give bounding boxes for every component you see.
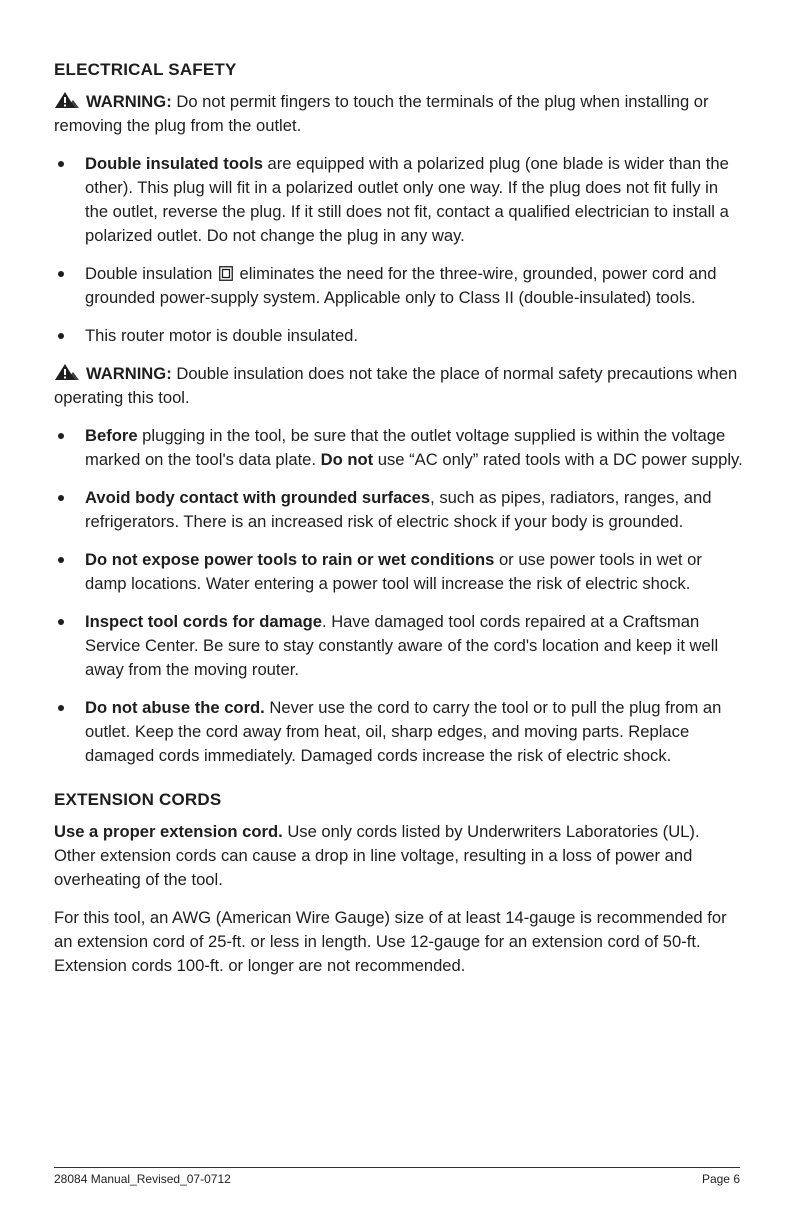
paragraph <box>54 820 744 892</box>
list-item <box>54 696 744 768</box>
section-heading-electrical-safety: ELECTRICAL SAFETY <box>54 60 237 79</box>
bullet-icon <box>58 619 64 625</box>
page-footer <box>54 1167 740 1186</box>
warning-paragraph-2 <box>54 362 744 410</box>
warning-label: WARNING: <box>86 92 172 111</box>
warning-triangle-icon <box>54 91 80 109</box>
bullet-text: . Have damaged tool cords repaired at a Craftsman Service Center. Be sure to stay constantly aware of the cord's location and keep it well away from the moving router. <box>85 612 719 679</box>
extension-cords-section <box>54 788 744 978</box>
bullet-text: This router motor is double insulated. <box>85 326 359 345</box>
bullet-list-2 <box>54 424 744 768</box>
warning-label: WARNING: <box>86 364 172 383</box>
page-number: Page 6 <box>701 1172 740 1186</box>
double-insulation-icon <box>219 266 233 281</box>
manual-page <box>54 58 744 992</box>
paragraph-bold: Use a proper extension cord. <box>54 822 283 841</box>
list-item <box>54 324 744 348</box>
bullet-icon <box>58 495 64 501</box>
bullet-text: , such as pipes, radiators, ranges, and refrigerators. There is an increased risk of electric shock if your body is grounded. <box>85 488 712 531</box>
bullet-icon <box>58 161 64 167</box>
bullet-bold: Do not expose power tools to rain or wet conditions <box>85 550 495 569</box>
list-item <box>54 610 744 682</box>
section-heading-extension-cords: EXTENSION CORDS <box>54 790 222 809</box>
list-item <box>54 262 744 310</box>
list-item <box>54 486 744 534</box>
warning-text: Do not permit fingers to touch the terminals of the plug when installing or removing the plug from the outlet. <box>54 92 709 135</box>
bullet-text: plugging in the tool, be sure that the outlet voltage supplied is within the voltage marked on the tool's data plate. <box>85 426 726 469</box>
bullet-icon <box>58 557 64 563</box>
bullet-bold: Do not abuse the cord. <box>85 698 265 717</box>
bullet-bold: Avoid body contact with grounded surfaces <box>85 488 431 507</box>
bullet-text: or use power tools in wet or damp locations. Water entering a power tool will increase the risk of electric shock. <box>85 550 702 593</box>
bullet-icon <box>58 705 64 711</box>
paragraph: For this tool, an AWG (American Wire Gauge) size of at least 14-gauge is recommended for an extension cord of 25-ft. or less in length. Use 12-gauge for an extension cord of 50-ft. Extension cords 100-ft. or longer are not recommended. <box>54 908 727 975</box>
bullet-bold: Do not <box>320 450 374 469</box>
bullet-icon <box>58 271 64 277</box>
warning-paragraph-1 <box>54 90 744 138</box>
bullet-list-1 <box>54 152 744 348</box>
paragraph-text: Use only cords listed by Underwriters Laboratories (UL). Other extension cords can cause a drop in line voltage, resulting in a loss of power and overheating of the tool. <box>54 822 700 889</box>
list-item <box>54 152 744 248</box>
list-item <box>54 424 744 472</box>
bullet-icon <box>58 433 64 439</box>
bullet-bold: Before <box>85 426 138 445</box>
warning-text: Double insulation does not take the place of normal safety precautions when operating this tool. <box>54 364 738 407</box>
bullet-bold: Inspect tool cords for damage <box>85 612 322 631</box>
bullet-text: eliminates the need for the three-wire, grounded, power cord and grounded power-supply system. Applicable only to Class II (double-insulated) tools. <box>85 264 717 307</box>
bullet-icon <box>58 333 64 339</box>
document-id: 28084 Manual_Revised_07-0712 <box>54 1172 231 1186</box>
bullet-bold: Double insulated tools <box>85 154 263 173</box>
bullet-text: Never use the cord to carry the tool or to pull the plug from an outlet. Keep the cord away from heat, oil, sharp edges, and moving parts. Replace damaged cords immediately. Damaged cords increase the risk of electric shock. <box>85 698 722 765</box>
bullet-text: Double insulation <box>85 264 217 283</box>
bullet-text: are equipped with a polarized plug (one blade is wider than the other). This plug will fit in a polarized outlet only one way. If the plug does not fit fully in the outlet, reverse the plug. If it still does not fit, contact a qualified electrician to install a polarized outlet. Do not change the plug in any way. <box>85 154 729 245</box>
list-item <box>54 548 744 596</box>
warning-triangle-icon <box>54 363 80 381</box>
bullet-text: use “AC only” rated tools with a DC power supply. <box>373 450 743 469</box>
